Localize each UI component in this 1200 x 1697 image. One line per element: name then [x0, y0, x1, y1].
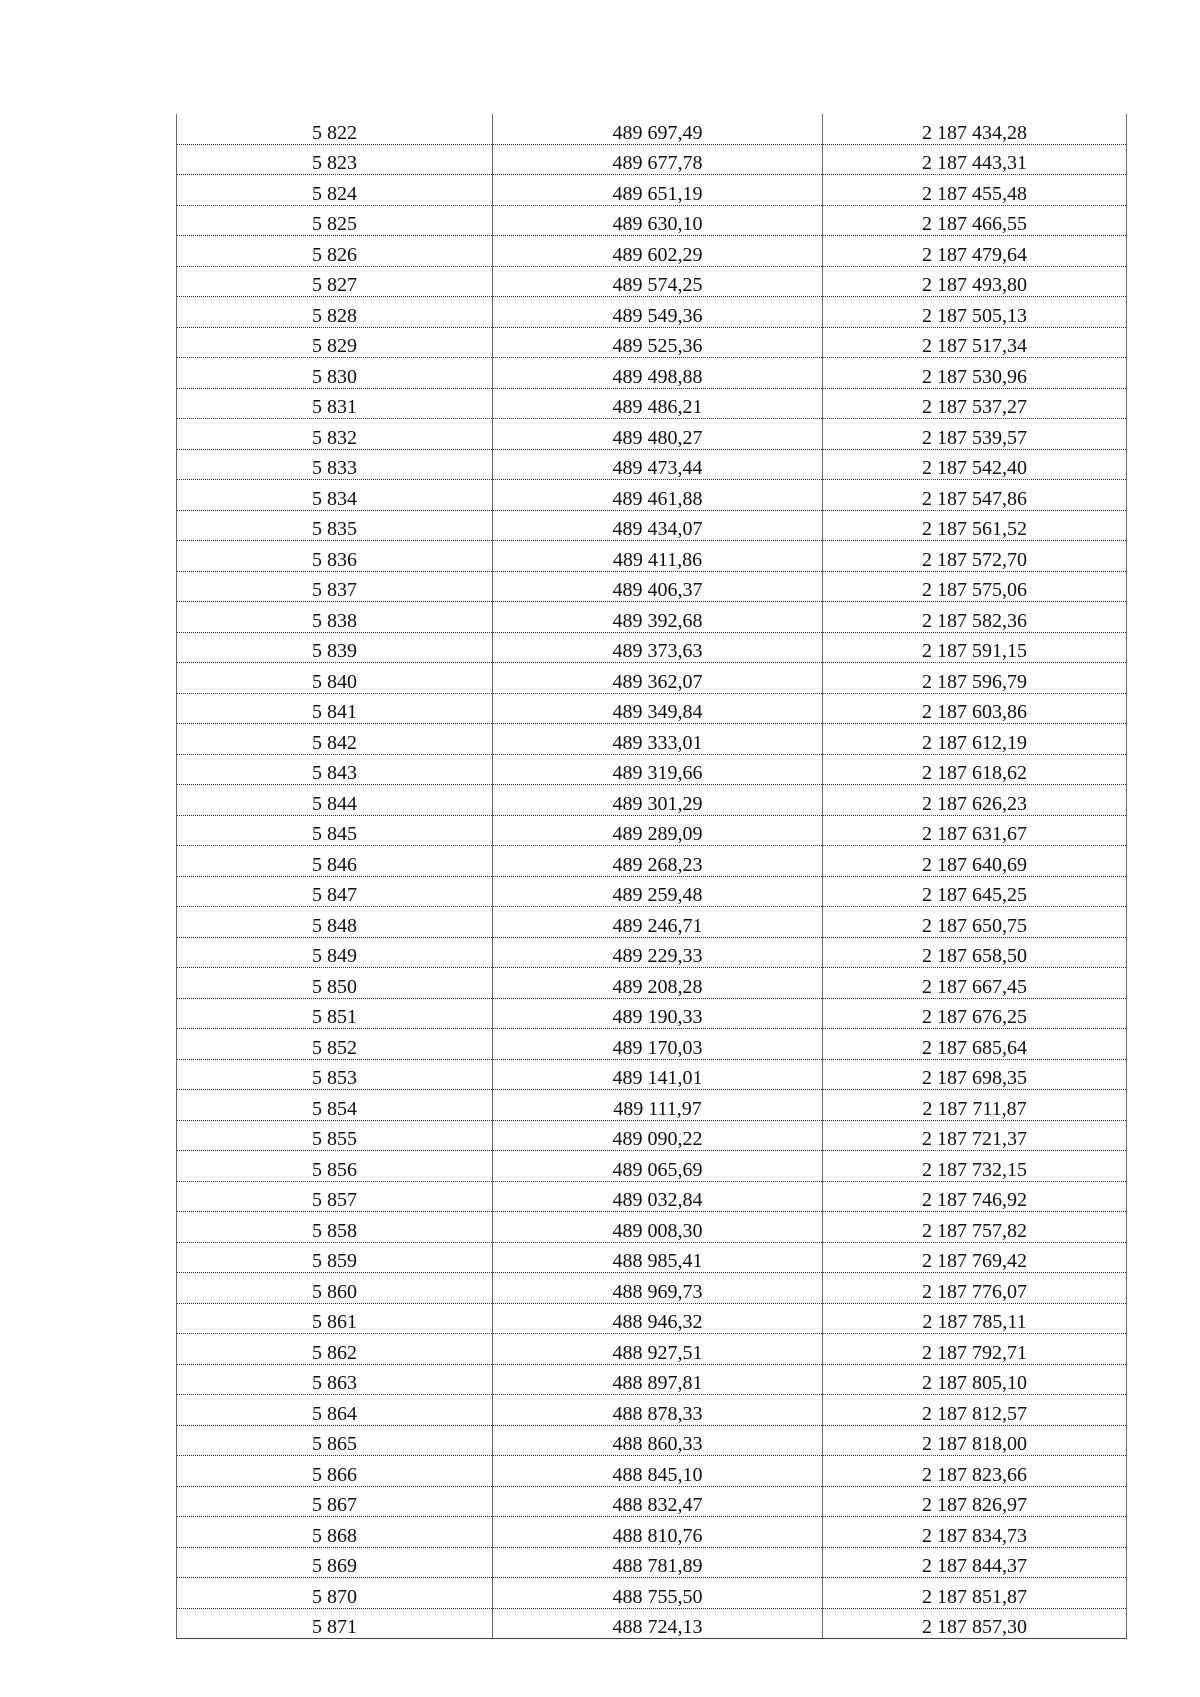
point-number-cell: 5 857 [177, 1181, 493, 1212]
y-coordinate-cell: 2 187 547,86 [823, 480, 1127, 511]
point-number-cell: 5 865 [177, 1425, 493, 1456]
point-number-cell: 5 869 [177, 1547, 493, 1578]
table-row [177, 1151, 1127, 1182]
x-coordinate-cell: 488 969,73 [493, 1273, 823, 1304]
y-coordinate-cell: 2 187 455,48 [823, 175, 1127, 206]
y-coordinate-cell: 2 187 575,06 [823, 571, 1127, 602]
point-number-cell: 5 846 [177, 846, 493, 877]
x-coordinate-cell: 489 697,49 [493, 114, 823, 144]
table-row [177, 144, 1127, 175]
table-row [177, 1273, 1127, 1304]
table-row [177, 1456, 1127, 1487]
x-coordinate-cell: 489 065,69 [493, 1151, 823, 1182]
table-row [177, 968, 1127, 999]
point-number-cell: 5 825 [177, 205, 493, 236]
y-coordinate-cell: 2 187 851,87 [823, 1578, 1127, 1609]
y-coordinate-cell: 2 187 591,15 [823, 632, 1127, 663]
point-number-cell: 5 841 [177, 693, 493, 724]
table-row [177, 602, 1127, 633]
table-row [177, 1059, 1127, 1090]
y-coordinate-cell: 2 187 434,28 [823, 114, 1127, 144]
x-coordinate-cell: 489 141,01 [493, 1059, 823, 1090]
y-coordinate-cell: 2 187 443,31 [823, 144, 1127, 175]
x-coordinate-cell: 489 090,22 [493, 1120, 823, 1151]
y-coordinate-cell: 2 187 572,70 [823, 541, 1127, 572]
y-coordinate-cell: 2 187 776,07 [823, 1273, 1127, 1304]
y-coordinate-cell: 2 187 792,71 [823, 1334, 1127, 1365]
point-number-cell: 5 867 [177, 1486, 493, 1517]
table-row [177, 1425, 1127, 1456]
x-coordinate-cell: 489 480,27 [493, 419, 823, 450]
y-coordinate-cell: 2 187 603,86 [823, 693, 1127, 724]
table-row [177, 1486, 1127, 1517]
y-coordinate-cell: 2 187 785,11 [823, 1303, 1127, 1334]
x-coordinate-cell: 489 651,19 [493, 175, 823, 206]
x-coordinate-cell: 489 677,78 [493, 144, 823, 175]
y-coordinate-cell: 2 187 658,50 [823, 937, 1127, 968]
y-coordinate-cell: 2 187 631,67 [823, 815, 1127, 846]
table-row [177, 358, 1127, 389]
x-coordinate-cell: 489 170,03 [493, 1029, 823, 1060]
table-row [177, 1029, 1127, 1060]
x-coordinate-cell: 488 724,13 [493, 1608, 823, 1639]
y-coordinate-cell: 2 187 732,15 [823, 1151, 1127, 1182]
point-number-cell: 5 829 [177, 327, 493, 358]
table-row [177, 449, 1127, 480]
x-coordinate-cell: 489 289,09 [493, 815, 823, 846]
point-number-cell: 5 824 [177, 175, 493, 206]
table-row [177, 480, 1127, 511]
y-coordinate-cell: 2 187 769,42 [823, 1242, 1127, 1273]
point-number-cell: 5 823 [177, 144, 493, 175]
y-coordinate-cell: 2 187 530,96 [823, 358, 1127, 389]
y-coordinate-cell: 2 187 537,27 [823, 388, 1127, 419]
table-row [177, 846, 1127, 877]
y-coordinate-cell: 2 187 582,36 [823, 602, 1127, 633]
y-coordinate-cell: 2 187 812,57 [823, 1395, 1127, 1426]
x-coordinate-cell: 488 897,81 [493, 1364, 823, 1395]
table-row [177, 754, 1127, 785]
point-number-cell: 5 858 [177, 1212, 493, 1243]
point-number-cell: 5 833 [177, 449, 493, 480]
table-row [177, 693, 1127, 724]
x-coordinate-cell: 489 362,07 [493, 663, 823, 694]
x-coordinate-cell: 489 319,66 [493, 754, 823, 785]
x-coordinate-cell: 489 630,10 [493, 205, 823, 236]
table-row [177, 236, 1127, 267]
x-coordinate-cell: 489 411,86 [493, 541, 823, 572]
x-coordinate-cell: 489 301,29 [493, 785, 823, 816]
table-row [177, 388, 1127, 419]
y-coordinate-cell: 2 187 667,45 [823, 968, 1127, 999]
point-number-cell: 5 871 [177, 1608, 493, 1639]
x-coordinate-cell: 489 008,30 [493, 1212, 823, 1243]
y-coordinate-cell: 2 187 857,30 [823, 1608, 1127, 1639]
x-coordinate-cell: 488 845,10 [493, 1456, 823, 1487]
y-coordinate-cell: 2 187 746,92 [823, 1181, 1127, 1212]
y-coordinate-cell: 2 187 561,52 [823, 510, 1127, 541]
table-row [177, 327, 1127, 358]
y-coordinate-cell: 2 187 618,62 [823, 754, 1127, 785]
x-coordinate-cell: 489 373,63 [493, 632, 823, 663]
x-coordinate-cell: 488 946,32 [493, 1303, 823, 1334]
y-coordinate-cell: 2 187 650,75 [823, 907, 1127, 938]
point-number-cell: 5 836 [177, 541, 493, 572]
y-coordinate-cell: 2 187 711,87 [823, 1090, 1127, 1121]
table-row [177, 1242, 1127, 1273]
point-number-cell: 5 828 [177, 297, 493, 328]
point-number-cell: 5 843 [177, 754, 493, 785]
y-coordinate-cell: 2 187 685,64 [823, 1029, 1127, 1060]
table-row [177, 1608, 1127, 1639]
table-row [177, 1578, 1127, 1609]
table-row [177, 937, 1127, 968]
x-coordinate-cell: 488 810,76 [493, 1517, 823, 1548]
point-number-cell: 5 832 [177, 419, 493, 450]
y-coordinate-cell: 2 187 645,25 [823, 876, 1127, 907]
table-row [177, 1120, 1127, 1151]
point-number-cell: 5 868 [177, 1517, 493, 1548]
point-number-cell: 5 842 [177, 724, 493, 755]
y-coordinate-cell: 2 187 823,66 [823, 1456, 1127, 1487]
x-coordinate-cell: 489 461,88 [493, 480, 823, 511]
y-coordinate-cell: 2 187 612,19 [823, 724, 1127, 755]
y-coordinate-cell: 2 187 517,34 [823, 327, 1127, 358]
x-coordinate-cell: 488 927,51 [493, 1334, 823, 1365]
table-row [177, 1547, 1127, 1578]
table-row [177, 1181, 1127, 1212]
x-coordinate-cell: 489 498,88 [493, 358, 823, 389]
point-number-cell: 5 822 [177, 114, 493, 144]
table-row [177, 876, 1127, 907]
table-row [177, 1364, 1127, 1395]
y-coordinate-cell: 2 187 805,10 [823, 1364, 1127, 1395]
table-row [177, 1212, 1127, 1243]
table-row [177, 815, 1127, 846]
y-coordinate-cell: 2 187 505,13 [823, 297, 1127, 328]
y-coordinate-cell: 2 187 466,55 [823, 205, 1127, 236]
point-number-cell: 5 827 [177, 266, 493, 297]
x-coordinate-cell: 489 268,23 [493, 846, 823, 877]
y-coordinate-cell: 2 187 757,82 [823, 1212, 1127, 1243]
point-number-cell: 5 855 [177, 1120, 493, 1151]
point-number-cell: 5 861 [177, 1303, 493, 1334]
table-row [177, 541, 1127, 572]
table-row [177, 785, 1127, 816]
point-number-cell: 5 844 [177, 785, 493, 816]
point-number-cell: 5 848 [177, 907, 493, 938]
table-row [177, 1517, 1127, 1548]
y-coordinate-cell: 2 187 721,37 [823, 1120, 1127, 1151]
table-row [177, 663, 1127, 694]
point-number-cell: 5 851 [177, 998, 493, 1029]
x-coordinate-cell: 488 878,33 [493, 1395, 823, 1426]
point-number-cell: 5 834 [177, 480, 493, 511]
x-coordinate-cell: 489 349,84 [493, 693, 823, 724]
coordinates-table [176, 114, 1127, 1639]
table-row [177, 998, 1127, 1029]
point-number-cell: 5 831 [177, 388, 493, 419]
table-row [177, 266, 1127, 297]
x-coordinate-cell: 489 229,33 [493, 937, 823, 968]
table-row [177, 724, 1127, 755]
point-number-cell: 5 838 [177, 602, 493, 633]
point-number-cell: 5 853 [177, 1059, 493, 1090]
x-coordinate-cell: 489 208,28 [493, 968, 823, 999]
x-coordinate-cell: 489 574,25 [493, 266, 823, 297]
x-coordinate-cell: 489 406,37 [493, 571, 823, 602]
x-coordinate-cell: 489 486,21 [493, 388, 823, 419]
table-row [177, 205, 1127, 236]
point-number-cell: 5 862 [177, 1334, 493, 1365]
point-number-cell: 5 870 [177, 1578, 493, 1609]
point-number-cell: 5 830 [177, 358, 493, 389]
x-coordinate-cell: 489 434,07 [493, 510, 823, 541]
point-number-cell: 5 847 [177, 876, 493, 907]
y-coordinate-cell: 2 187 479,64 [823, 236, 1127, 267]
x-coordinate-cell: 489 246,71 [493, 907, 823, 938]
table-row [177, 114, 1127, 144]
point-number-cell: 5 839 [177, 632, 493, 663]
x-coordinate-cell: 488 781,89 [493, 1547, 823, 1578]
table-row [177, 510, 1127, 541]
point-number-cell: 5 866 [177, 1456, 493, 1487]
table-row [177, 632, 1127, 663]
x-coordinate-cell: 489 333,01 [493, 724, 823, 755]
x-coordinate-cell: 489 392,68 [493, 602, 823, 633]
x-coordinate-cell: 489 602,29 [493, 236, 823, 267]
table-row [177, 1303, 1127, 1334]
coordinates-table-body [177, 114, 1127, 1639]
y-coordinate-cell: 2 187 542,40 [823, 449, 1127, 480]
x-coordinate-cell: 488 832,47 [493, 1486, 823, 1517]
y-coordinate-cell: 2 187 676,25 [823, 998, 1127, 1029]
y-coordinate-cell: 2 187 826,97 [823, 1486, 1127, 1517]
table-row [177, 175, 1127, 206]
x-coordinate-cell: 489 259,48 [493, 876, 823, 907]
y-coordinate-cell: 2 187 493,80 [823, 266, 1127, 297]
y-coordinate-cell: 2 187 818,00 [823, 1425, 1127, 1456]
x-coordinate-cell: 489 473,44 [493, 449, 823, 480]
point-number-cell: 5 850 [177, 968, 493, 999]
y-coordinate-cell: 2 187 698,35 [823, 1059, 1127, 1090]
table-row [177, 571, 1127, 602]
x-coordinate-cell: 488 755,50 [493, 1578, 823, 1609]
x-coordinate-cell: 489 549,36 [493, 297, 823, 328]
point-number-cell: 5 840 [177, 663, 493, 694]
point-number-cell: 5 863 [177, 1364, 493, 1395]
x-coordinate-cell: 488 985,41 [493, 1242, 823, 1273]
y-coordinate-cell: 2 187 596,79 [823, 663, 1127, 694]
y-coordinate-cell: 2 187 844,37 [823, 1547, 1127, 1578]
point-number-cell: 5 837 [177, 571, 493, 602]
y-coordinate-cell: 2 187 626,23 [823, 785, 1127, 816]
table-row [177, 1395, 1127, 1426]
point-number-cell: 5 849 [177, 937, 493, 968]
x-coordinate-cell: 489 032,84 [493, 1181, 823, 1212]
y-coordinate-cell: 2 187 640,69 [823, 846, 1127, 877]
point-number-cell: 5 852 [177, 1029, 493, 1060]
point-number-cell: 5 835 [177, 510, 493, 541]
table-row [177, 419, 1127, 450]
point-number-cell: 5 864 [177, 1395, 493, 1426]
table-row [177, 1334, 1127, 1365]
y-coordinate-cell: 2 187 834,73 [823, 1517, 1127, 1548]
x-coordinate-cell: 489 190,33 [493, 998, 823, 1029]
point-number-cell: 5 845 [177, 815, 493, 846]
point-number-cell: 5 859 [177, 1242, 493, 1273]
point-number-cell: 5 856 [177, 1151, 493, 1182]
x-coordinate-cell: 489 111,97 [493, 1090, 823, 1121]
point-number-cell: 5 854 [177, 1090, 493, 1121]
y-coordinate-cell: 2 187 539,57 [823, 419, 1127, 450]
table-row [177, 907, 1127, 938]
x-coordinate-cell: 488 860,33 [493, 1425, 823, 1456]
table-row [177, 1090, 1127, 1121]
table-row [177, 297, 1127, 328]
point-number-cell: 5 860 [177, 1273, 493, 1304]
point-number-cell: 5 826 [177, 236, 493, 267]
x-coordinate-cell: 489 525,36 [493, 327, 823, 358]
